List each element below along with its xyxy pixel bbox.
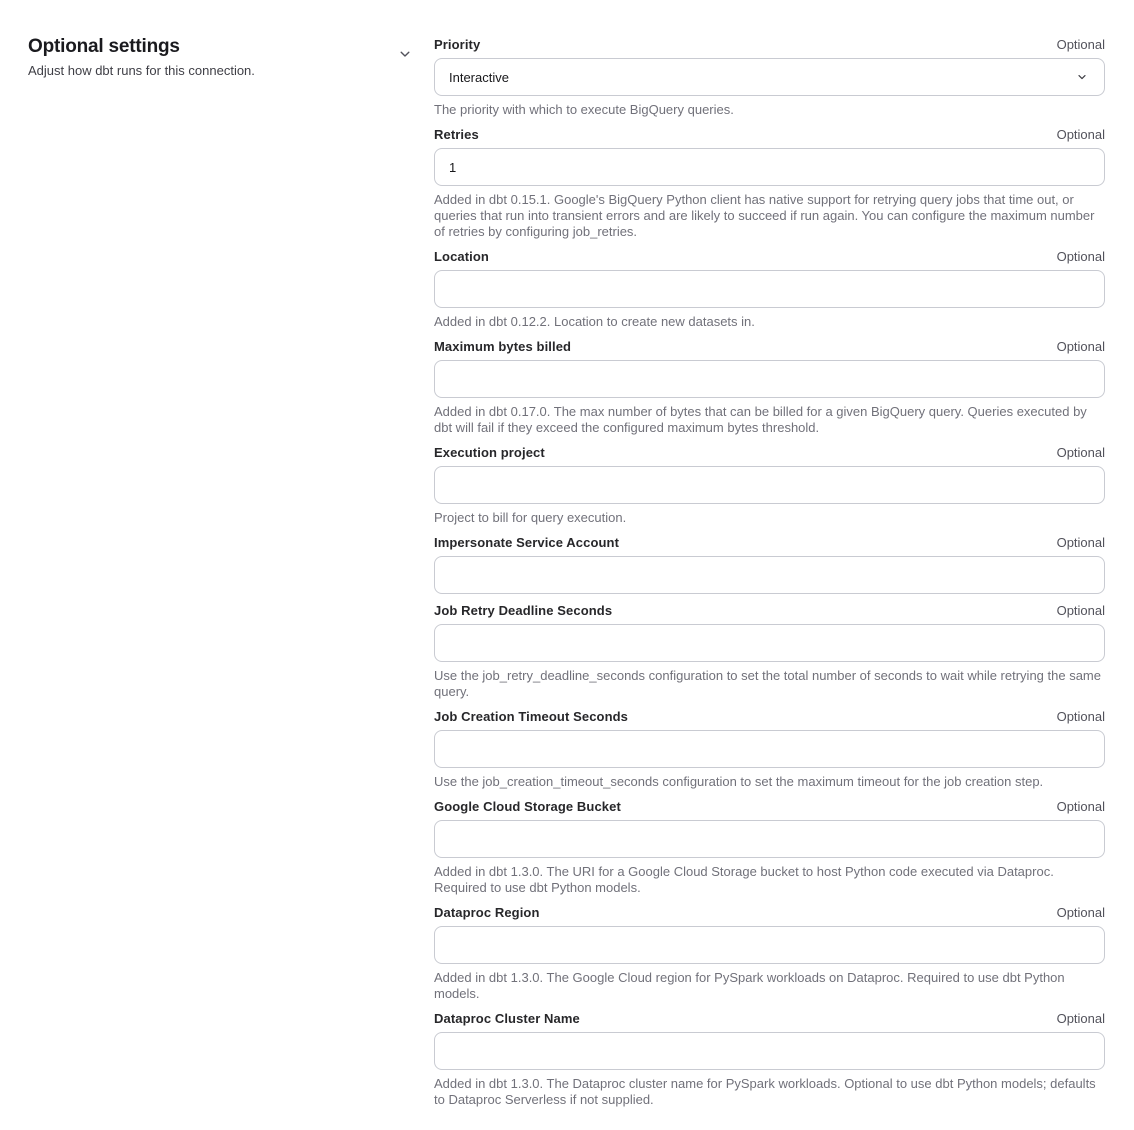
section-header	[28, 36, 434, 79]
optional-badge: Optional	[1056, 127, 1105, 142]
location-field-group	[434, 248, 1105, 330]
field-label-row	[434, 444, 1105, 462]
job-creation-timeout-seconds-input[interactable]	[434, 730, 1105, 768]
location-input[interactable]	[434, 270, 1105, 308]
helper-text: Use the job_creation_timeout_seconds configuration to set the maximum timeout for the job creation step.	[434, 774, 1044, 789]
priority-select[interactable]	[434, 58, 1105, 96]
optional-badge: Optional	[1056, 339, 1105, 354]
section-title: Optional settings	[28, 36, 180, 57]
optional-badge: Optional	[1056, 445, 1105, 460]
execution-project-field-group	[434, 444, 1105, 526]
impersonate-service-account-field-group	[434, 534, 1105, 594]
optional-badge: Optional	[1056, 709, 1105, 724]
helper-text: The priority with which to execute BigQuery queries.	[434, 102, 734, 117]
execution-project-input[interactable]	[434, 466, 1105, 504]
helper-text: Use the job_retry_deadline_seconds configuration to set the total number of seconds to wait while retrying the same query.	[434, 668, 1101, 699]
field-label-row	[434, 248, 1105, 266]
helper-text: Added in dbt 1.3.0. The Google Cloud region for PySpark workloads on Dataproc. Required to use dbt Python models.	[434, 970, 1065, 1001]
helper-text: Project to bill for query execution.	[434, 510, 627, 525]
field-label-row	[434, 534, 1105, 552]
field-label: Retries	[434, 127, 479, 142]
field-label-row	[434, 36, 1105, 54]
optional-badge: Optional	[1056, 37, 1105, 52]
dataproc-region-input[interactable]	[434, 926, 1105, 964]
job-retry-deadline-seconds-field-group	[434, 602, 1105, 700]
optional-badge: Optional	[1056, 799, 1105, 814]
google-cloud-storage-bucket-input[interactable]	[434, 820, 1105, 858]
settings-form	[434, 36, 1105, 1116]
field-label: Location	[434, 249, 489, 264]
helper-text: Added in dbt 0.15.1. Google's BigQuery Python client has native support for retrying query jobs that time out, or queries that run into transient errors and are likely to succeed if run again. You can configure the maximum number of retries by configuring job_retries.	[434, 192, 1095, 239]
dataproc-cluster-name-input[interactable]	[434, 1032, 1105, 1070]
field-label-row	[434, 708, 1105, 726]
chevron-down-icon[interactable]	[398, 47, 412, 61]
field-label: Dataproc Region	[434, 905, 540, 920]
impersonate-service-account-input[interactable]	[434, 556, 1105, 594]
field-label: Job Retry Deadline Seconds	[434, 603, 613, 618]
select-value: Interactive	[449, 69, 509, 85]
priority-field-group	[434, 36, 1105, 118]
job-creation-timeout-seconds-field-group	[434, 708, 1105, 790]
field-label: Maximum bytes billed	[434, 339, 572, 354]
retries-field-group	[434, 126, 1105, 240]
field-label: Priority	[434, 37, 481, 52]
field-label: Impersonate Service Account	[434, 535, 620, 550]
optional-badge: Optional	[1056, 535, 1105, 550]
optional-badge: Optional	[1056, 905, 1105, 920]
field-label: Job Creation Timeout Seconds	[434, 709, 628, 724]
helper-text: Added in dbt 0.17.0. The max number of bytes that can be billed for a given BigQuery query. Queries executed by dbt will fail if they exceed the configured maximum bytes threshold.	[434, 404, 1087, 435]
google-cloud-storage-bucket-field-group	[434, 798, 1105, 896]
field-label-row	[434, 904, 1105, 922]
field-label-row	[434, 338, 1105, 356]
field-label-row	[434, 798, 1105, 816]
optional-badge: Optional	[1056, 249, 1105, 264]
field-label: Google Cloud Storage Bucket	[434, 799, 621, 814]
section-header-text	[28, 36, 255, 79]
maximum-bytes-billed-input[interactable]	[434, 360, 1105, 398]
job-retry-deadline-seconds-input[interactable]	[434, 624, 1105, 662]
chevron-down-icon	[1076, 71, 1088, 83]
helper-text: Added in dbt 1.3.0. The URI for a Google Cloud Storage bucket to host Python code executed via Dataproc. Required to use dbt Python models.	[434, 864, 1054, 895]
helper-text: Added in dbt 1.3.0. The Dataproc cluster name for PySpark workloads. Optional to use dbt Python models; defaults to Dataproc Serverless if not supplied.	[434, 1076, 1096, 1107]
helper-text: Added in dbt 0.12.2. Location to create new datasets in.	[434, 314, 755, 329]
field-label: Dataproc Cluster Name	[434, 1011, 580, 1026]
field-label-row	[434, 602, 1105, 620]
optional-badge: Optional	[1056, 1011, 1105, 1026]
retries-input[interactable]	[434, 148, 1105, 186]
maximum-bytes-billed-field-group	[434, 338, 1105, 436]
field-label-row	[434, 126, 1105, 144]
optional-badge: Optional	[1056, 603, 1105, 618]
section-subtitle: Adjust how dbt runs for this connection.	[28, 63, 255, 78]
field-label-row	[434, 1010, 1105, 1028]
dataproc-cluster-name-field-group	[434, 1010, 1105, 1108]
field-label: Execution project	[434, 445, 545, 460]
dataproc-region-field-group	[434, 904, 1105, 1002]
